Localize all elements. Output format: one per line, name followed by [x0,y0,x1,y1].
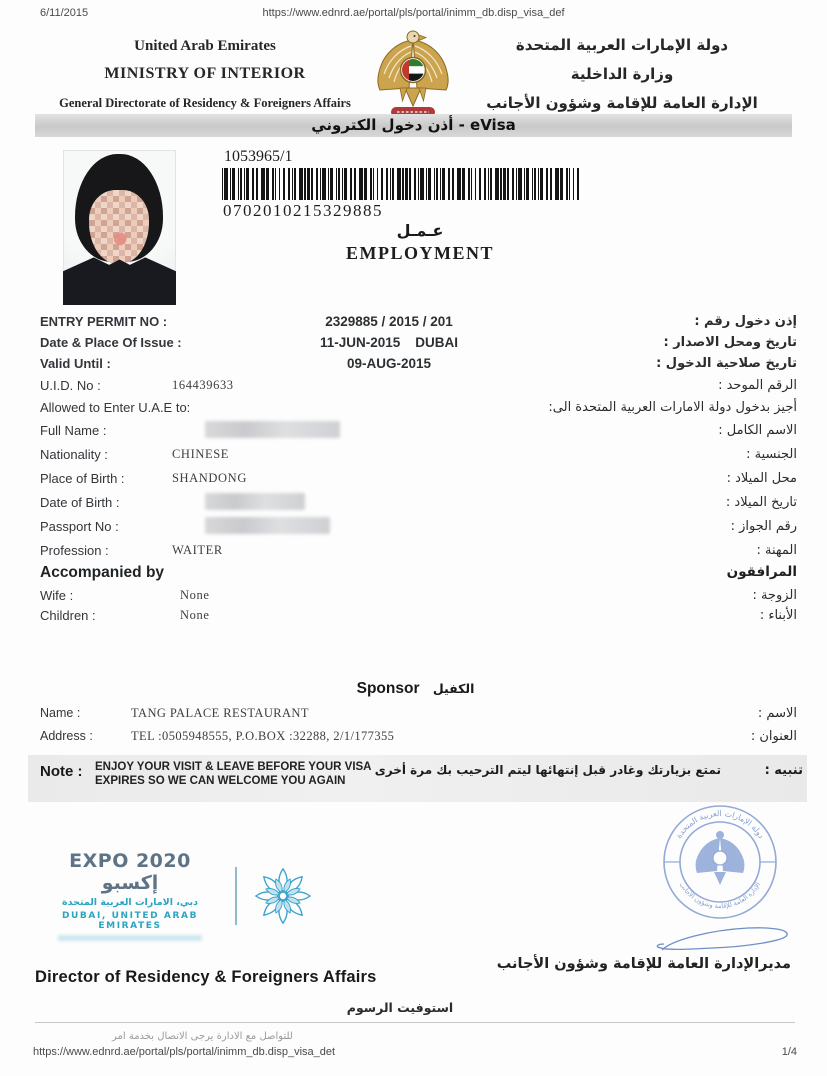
field-row-entry-permit-no [0,314,827,334]
svg-text:الإدارة العامة للإقامة وشؤون ا [678,881,762,910]
field-label-arabic: الاسم : [757,706,797,721]
print-url: https://www.ednrd.ae/portal/pls/portal/inimm_db.disp_visa_def [262,7,565,19]
field-label-arabic: إذن دخول رقم : [694,314,797,329]
field-label-arabic: الاسم الكامل : [718,423,797,438]
file-number: 1053965/1 [224,148,293,165]
field-label: Full Name : [40,423,107,438]
stamp-top-text: دولة الإمارات العربية المتحدة [674,808,766,841]
accompanied-by-heading [0,564,827,584]
expo-faint-line [58,935,202,941]
note-text-arabic: تمتع بزيارتك وغادر قبل إنتهائها ليتم الترحيب بك مرة أخرى [374,763,721,777]
field-row-place-of-birth [0,471,827,491]
field-value: 164439633 [172,378,234,392]
director-title-arabic: مديرالإدارة العامة للإقامة وشؤون الأجانب [496,956,791,972]
field-label-arabic: أجيز بدخول دولة الامارات العربية المتحدة الى: [548,400,797,415]
print-footer-url: https://www.ednrd.ae/portal/pls/portal/inimm_db.disp_visa_det [33,1046,336,1058]
note-text-line2: EXPIRES SO WE CAN WELCOME YOU AGAIN [95,774,346,787]
field-label: Date of Birth : [40,495,120,510]
official-stamp [658,800,782,929]
field-label: Allowed to Enter U.A.E to: [40,400,191,415]
photo-jacket [63,253,176,305]
ministry-name: MINISTRY OF INTERIOR [104,65,306,82]
field-row-full-name [0,423,827,443]
note-label-arabic: تنبيه : [764,763,803,778]
sponsor-row-name [0,706,827,726]
contact-note-arabic: للتواصل مع الادارة يرجى الاتصال بخدمة امر [112,1031,293,1042]
country-name: United Arab Emirates [134,38,276,54]
field-label: U.I.D. No : [40,378,101,393]
expo-subtitle-arabic: دبي، الامارات العربية المتحدة [62,897,198,908]
section-heading: Accompanied by [40,564,165,581]
sponsor-heading-arabic: الكفيل [432,681,475,696]
field-label: Date & Place Of Issue : [40,335,182,350]
directorate-name-arabic: الإدارة العامة للإقامة وشؤون الأجانب [486,94,758,112]
field-value: 09-AUG-2015 [346,356,432,371]
divider-line [35,1022,795,1023]
note-section [28,755,807,802]
country-name-arabic: دولة الإمارات العربية المتحدة [515,36,729,54]
expo-divider [235,867,237,925]
visa-type-arabic: عـمـل [396,221,444,240]
field-value: WAITER [172,543,223,557]
evisa-title-banner [35,114,792,137]
stamp-bottom-text: الإدارة العامة للإقامة وشؤون الأجانب [677,880,763,911]
field-row-allowed-to-enter [0,400,827,420]
sponsor-heading-en: Sponsor [356,680,420,697]
fees-collected-arabic: استوفيت الرسوم [346,1000,454,1015]
expo-title: EXPO 2020 إكسبو [69,850,191,894]
field-row-valid-until [0,356,827,376]
section-heading-arabic: المرافقون [726,564,797,580]
uae-falcon-emblem-icon [371,26,455,125]
sponsor-heading [0,680,827,698]
field-label-arabic: الجنسية : [746,447,797,462]
field-label-arabic: الرقم الموحد : [718,378,797,393]
field-label-arabic: محل الميلاد : [726,471,797,486]
field-label: Children : [40,608,96,623]
field-label-arabic: الأبناء : [759,608,797,623]
director-title: Director of Residency & Foreigners Affairs [35,968,377,986]
field-value: 11-JUN-2015 DUBAI [319,335,459,350]
expo-logo-text [40,850,220,941]
field-value: CHINESE [172,447,229,461]
print-date: 6/11/2015 [40,7,89,19]
field-row-profession [0,543,827,563]
field-row-date-of-birth [0,495,827,515]
field-label-arabic: العنوان : [750,729,797,744]
visa-type: EMPLOYMENT [346,243,494,263]
field-row-wife [0,588,827,608]
applicant-photo [63,150,176,305]
field-row-date-place-issue [0,335,827,355]
field-label-arabic: تاريخ ومحل الاصدار : [663,335,797,350]
field-label: ENTRY PERMIT NO : [40,314,168,329]
expo-2020-logo [40,850,314,941]
field-label-arabic: رقم الجواز : [730,519,797,534]
letterhead-english [45,38,365,111]
field-value: TEL :0505948555, P.O.BOX :32288, 2/1/177355 [131,729,395,743]
evisa-title: أذن دخول الكتروني - eVisa [311,116,516,134]
redacted-value [205,493,305,510]
barcode [222,168,586,200]
field-value: None [180,608,210,622]
field-label: Passport No : [40,519,119,534]
note-text-line1: ENJOY YOUR VISIT & LEAVE BEFORE YOUR VISA [95,761,372,773]
directorate-name: General Directorate of Residency & Foreigners Affairs [59,96,351,110]
field-label: Address : [40,729,93,743]
sponsor-row-address [0,729,827,749]
field-value: TANG PALACE RESTAURANT [131,706,309,720]
field-value: SHANDONG [172,471,247,485]
note-label: Note : [40,763,83,780]
field-label: Wife : [40,588,74,603]
barcode-number: 0702010215329885 [223,201,383,220]
field-row-children [0,608,827,628]
field-label-arabic: المهنة : [756,543,797,558]
field-label: Profession : [40,543,109,558]
field-row-passport-no [0,519,827,539]
field-label: Nationality : [40,447,108,462]
field-label-arabic: تاريخ الميلاد : [725,495,797,510]
redacted-value [205,517,330,534]
expo-subtitle-en: DUBAI, UNITED ARAB EMIRATES [61,911,199,931]
ministry-name-arabic: وزارة الداخلية [570,65,674,83]
field-label: Place of Birth : [40,471,125,486]
field-row-uid-no [0,378,827,398]
expo-rosette-icon [252,865,314,927]
field-row-nationality [0,447,827,467]
field-value: 2329885 / 2015 / 201 [325,314,453,329]
print-footer-page: 1/4 [781,1046,797,1058]
field-label: Name : [40,706,81,720]
redacted-value [205,421,340,438]
letterhead-arabic [457,36,787,123]
field-label-arabic: الزوجة : [752,588,797,603]
field-label-arabic: تاريخ صلاحية الدخول : [656,356,797,371]
field-value: None [180,588,210,602]
field-label: Valid Until : [40,356,111,371]
